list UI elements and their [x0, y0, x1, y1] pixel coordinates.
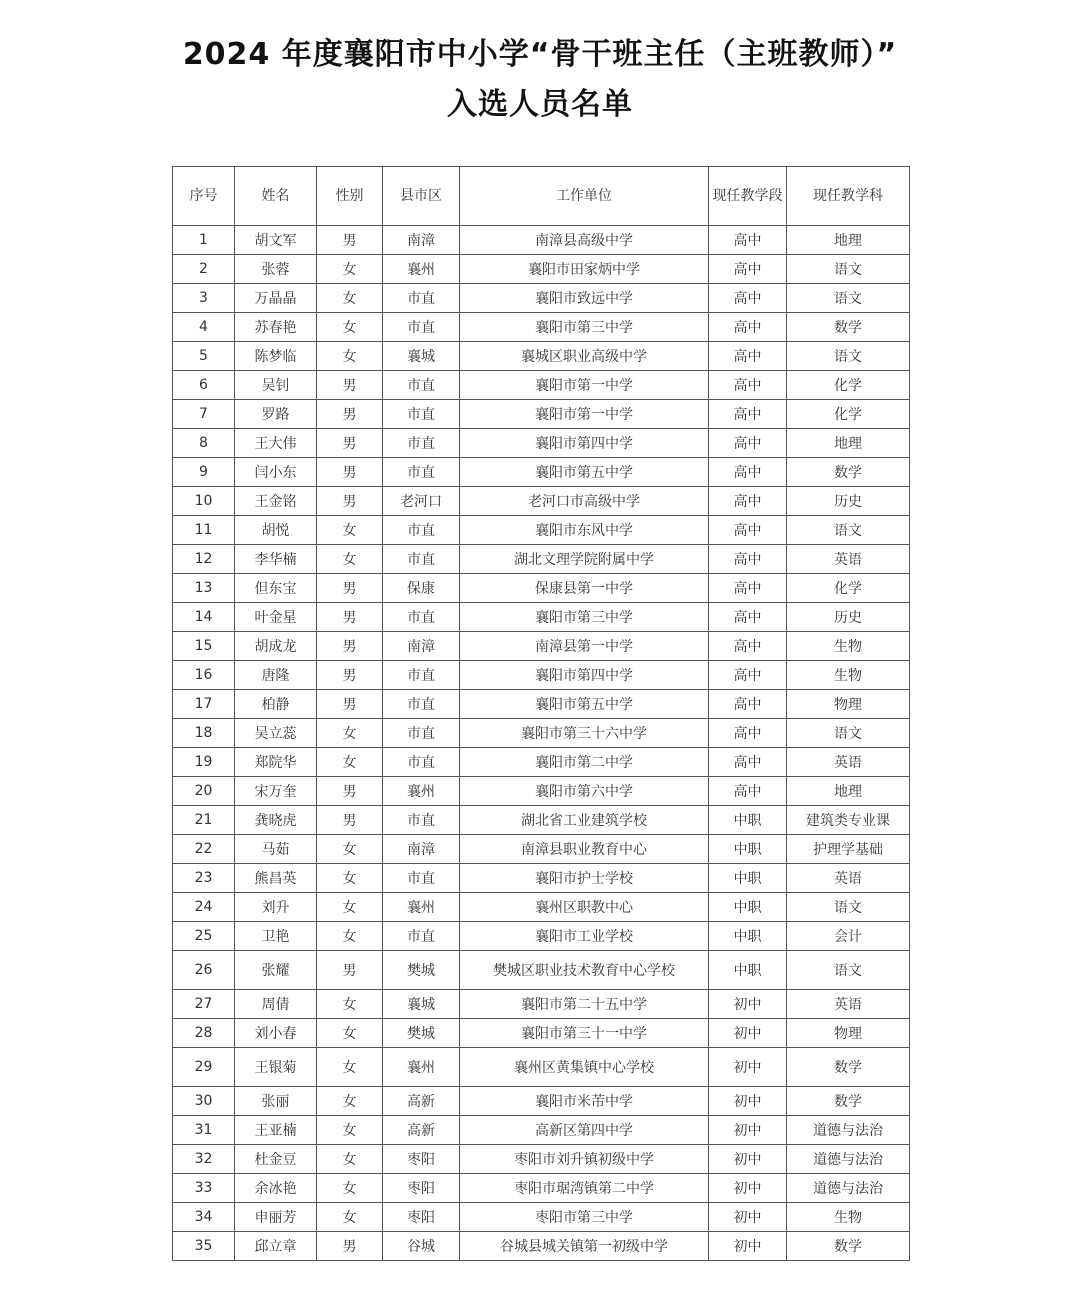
- table-body: [173, 226, 910, 1261]
- cell-no: 22: [173, 835, 235, 864]
- cell-sex: 女: [317, 835, 383, 864]
- cell-name: 张耀: [235, 951, 317, 990]
- cell-stage: 高中: [709, 777, 787, 806]
- cell-no: 27: [173, 990, 235, 1019]
- cell-name: 吴钊: [235, 371, 317, 400]
- cell-work-unit: 襄阳市第三中学: [460, 603, 709, 632]
- cell-name: 王金铭: [235, 487, 317, 516]
- cell-sex: 女: [317, 255, 383, 284]
- cell-name: 闫小东: [235, 458, 317, 487]
- cell-work-unit: 襄阳市第六中学: [460, 777, 709, 806]
- header-district: 县市区: [383, 167, 460, 226]
- table-row: [173, 661, 910, 690]
- cell-district: 市直: [383, 400, 460, 429]
- cell-district: 襄城: [383, 342, 460, 371]
- table-row: [173, 1048, 910, 1087]
- cell-sex: 男: [317, 690, 383, 719]
- cell-subject: 语文: [787, 719, 910, 748]
- cell-stage: 高中: [709, 371, 787, 400]
- table-row: [173, 284, 910, 313]
- cell-sex: 男: [317, 951, 383, 990]
- cell-subject: 会计: [787, 922, 910, 951]
- cell-work-unit: 襄阳市第四中学: [460, 661, 709, 690]
- cell-stage: 高中: [709, 400, 787, 429]
- cell-work-unit: 南漳县第一中学: [460, 632, 709, 661]
- cell-no: 35: [173, 1232, 235, 1261]
- cell-district: 老河口: [383, 487, 460, 516]
- cell-name: 吴立蕊: [235, 719, 317, 748]
- cell-no: 16: [173, 661, 235, 690]
- header-sex: 性别: [317, 167, 383, 226]
- cell-sex: 女: [317, 864, 383, 893]
- cell-no: 2: [173, 255, 235, 284]
- cell-name: 王银菊: [235, 1048, 317, 1087]
- cell-work-unit: 襄阳市第一中学: [460, 371, 709, 400]
- cell-no: 8: [173, 429, 235, 458]
- cell-stage: 初中: [709, 1203, 787, 1232]
- cell-name: 胡悦: [235, 516, 317, 545]
- cell-sex: 女: [317, 545, 383, 574]
- cell-name: 胡成龙: [235, 632, 317, 661]
- cell-district: 市直: [383, 516, 460, 545]
- cell-district: 襄城: [383, 990, 460, 1019]
- cell-sex: 女: [317, 719, 383, 748]
- table-header-row: [173, 167, 910, 226]
- cell-work-unit: 襄阳市第三十一中学: [460, 1019, 709, 1048]
- table-row: [173, 400, 910, 429]
- cell-sex: 男: [317, 661, 383, 690]
- cell-subject: 道德与法治: [787, 1116, 910, 1145]
- cell-subject: 地理: [787, 777, 910, 806]
- cell-subject: 化学: [787, 574, 910, 603]
- cell-no: 18: [173, 719, 235, 748]
- cell-subject: 化学: [787, 400, 910, 429]
- cell-work-unit: 襄阳市第二中学: [460, 748, 709, 777]
- cell-name: 柏静: [235, 690, 317, 719]
- cell-stage: 高中: [709, 313, 787, 342]
- cell-name: 申丽芳: [235, 1203, 317, 1232]
- header-no: 序号: [173, 167, 235, 226]
- cell-subject: 物理: [787, 690, 910, 719]
- cell-name: 王亚楠: [235, 1116, 317, 1145]
- table-row: [173, 1145, 910, 1174]
- cell-sex: 女: [317, 922, 383, 951]
- cell-work-unit: 襄阳市东风中学: [460, 516, 709, 545]
- cell-work-unit: 枣阳市琚湾镇第二中学: [460, 1174, 709, 1203]
- cell-stage: 高中: [709, 545, 787, 574]
- cell-subject: 英语: [787, 545, 910, 574]
- table-row: [173, 748, 910, 777]
- cell-district: 襄州: [383, 1048, 460, 1087]
- cell-no: 13: [173, 574, 235, 603]
- cell-name: 杜金豆: [235, 1145, 317, 1174]
- title-line-1: 2024 年度襄阳市中小学“骨干班主任（主班教师）”: [182, 37, 898, 72]
- cell-name: 刘升: [235, 893, 317, 922]
- table-row: [173, 806, 910, 835]
- cell-no: 12: [173, 545, 235, 574]
- table-row: [173, 255, 910, 284]
- cell-name: 张蓉: [235, 255, 317, 284]
- cell-stage: 初中: [709, 1174, 787, 1203]
- cell-no: 20: [173, 777, 235, 806]
- cell-stage: 高中: [709, 516, 787, 545]
- cell-sex: 女: [317, 516, 383, 545]
- cell-work-unit: 襄阳市第四中学: [460, 429, 709, 458]
- table-row: [173, 1203, 910, 1232]
- cell-sex: 男: [317, 429, 383, 458]
- cell-stage: 高中: [709, 574, 787, 603]
- cell-district: 市直: [383, 284, 460, 313]
- cell-no: 32: [173, 1145, 235, 1174]
- table-row: [173, 951, 910, 990]
- cell-sex: 男: [317, 458, 383, 487]
- cell-sex: 男: [317, 574, 383, 603]
- cell-stage: 高中: [709, 748, 787, 777]
- cell-work-unit: 襄阳市第三中学: [460, 313, 709, 342]
- cell-work-unit: 高新区第四中学: [460, 1116, 709, 1145]
- cell-sex: 男: [317, 603, 383, 632]
- cell-subject: 数学: [787, 1048, 910, 1087]
- cell-stage: 初中: [709, 990, 787, 1019]
- table-row: [173, 719, 910, 748]
- table-row: [173, 1087, 910, 1116]
- cell-work-unit: 襄阳市第三十六中学: [460, 719, 709, 748]
- cell-stage: 初中: [709, 1116, 787, 1145]
- cell-subject: 语文: [787, 284, 910, 313]
- cell-district: 枣阳: [383, 1145, 460, 1174]
- cell-work-unit: 襄阳市第五中学: [460, 690, 709, 719]
- table-row: [173, 990, 910, 1019]
- cell-no: 9: [173, 458, 235, 487]
- cell-district: 市直: [383, 545, 460, 574]
- cell-district: 市直: [383, 922, 460, 951]
- cell-work-unit: 湖北省工业建筑学校: [460, 806, 709, 835]
- table-row: [173, 1116, 910, 1145]
- cell-stage: 高中: [709, 632, 787, 661]
- cell-stage: 高中: [709, 661, 787, 690]
- cell-name: 李华楠: [235, 545, 317, 574]
- cell-work-unit: 襄阳市致远中学: [460, 284, 709, 313]
- table-row: [173, 429, 910, 458]
- table-row: [173, 516, 910, 545]
- cell-no: 6: [173, 371, 235, 400]
- cell-sex: 男: [317, 371, 383, 400]
- cell-work-unit: 襄阳市米芾中学: [460, 1087, 709, 1116]
- cell-stage: 中职: [709, 835, 787, 864]
- cell-no: 26: [173, 951, 235, 990]
- cell-name: 张丽: [235, 1087, 317, 1116]
- cell-work-unit: 湖北文理学院附属中学: [460, 545, 709, 574]
- header-stage: 现任教学段: [709, 167, 787, 226]
- table-row: [173, 777, 910, 806]
- cell-sex: 女: [317, 893, 383, 922]
- table-row: [173, 226, 910, 255]
- cell-stage: 高中: [709, 690, 787, 719]
- cell-subject: 数学: [787, 458, 910, 487]
- cell-subject: 数学: [787, 1087, 910, 1116]
- cell-no: 14: [173, 603, 235, 632]
- cell-name: 龚晓虎: [235, 806, 317, 835]
- cell-district: 高新: [383, 1087, 460, 1116]
- cell-sex: 男: [317, 777, 383, 806]
- cell-sex: 男: [317, 1232, 383, 1261]
- cell-stage: 初中: [709, 1048, 787, 1087]
- cell-sex: 男: [317, 400, 383, 429]
- cell-stage: 高中: [709, 226, 787, 255]
- cell-subject: 语文: [787, 342, 910, 371]
- cell-work-unit: 襄阳市第二十五中学: [460, 990, 709, 1019]
- cell-subject: 建筑类专业课: [787, 806, 910, 835]
- cell-district: 市直: [383, 806, 460, 835]
- cell-name: 但东宝: [235, 574, 317, 603]
- cell-subject: 地理: [787, 429, 910, 458]
- cell-district: 市直: [383, 603, 460, 632]
- table-row: [173, 574, 910, 603]
- cell-no: 5: [173, 342, 235, 371]
- cell-no: 15: [173, 632, 235, 661]
- cell-name: 叶金星: [235, 603, 317, 632]
- cell-stage: 高中: [709, 458, 787, 487]
- cell-stage: 高中: [709, 429, 787, 458]
- cell-sex: 女: [317, 1048, 383, 1087]
- cell-district: 市直: [383, 429, 460, 458]
- cell-sex: 女: [317, 1145, 383, 1174]
- cell-work-unit: 枣阳市刘升镇初级中学: [460, 1145, 709, 1174]
- cell-subject: 历史: [787, 487, 910, 516]
- cell-stage: 高中: [709, 719, 787, 748]
- cell-no: 23: [173, 864, 235, 893]
- header-name: 姓名: [235, 167, 317, 226]
- cell-work-unit: 南漳县高级中学: [460, 226, 709, 255]
- cell-district: 襄州: [383, 777, 460, 806]
- cell-name: 罗路: [235, 400, 317, 429]
- cell-subject: 道德与法治: [787, 1174, 910, 1203]
- cell-name: 唐隆: [235, 661, 317, 690]
- roster-table: [172, 166, 910, 1261]
- cell-work-unit: 襄阳市第一中学: [460, 400, 709, 429]
- table-row: [173, 545, 910, 574]
- cell-sex: 男: [317, 226, 383, 255]
- cell-district: 市直: [383, 719, 460, 748]
- cell-no: 29: [173, 1048, 235, 1087]
- cell-sex: 女: [317, 313, 383, 342]
- cell-subject: 化学: [787, 371, 910, 400]
- cell-subject: 数学: [787, 313, 910, 342]
- cell-work-unit: 襄阳市田家炳中学: [460, 255, 709, 284]
- cell-sex: 女: [317, 1019, 383, 1048]
- cell-stage: 中职: [709, 922, 787, 951]
- cell-name: 邱立章: [235, 1232, 317, 1261]
- cell-name: 马茹: [235, 835, 317, 864]
- cell-stage: 中职: [709, 951, 787, 990]
- cell-stage: 初中: [709, 1232, 787, 1261]
- table-row: [173, 603, 910, 632]
- cell-sex: 女: [317, 990, 383, 1019]
- cell-district: 南漳: [383, 226, 460, 255]
- cell-name: 陈梦临: [235, 342, 317, 371]
- cell-no: 10: [173, 487, 235, 516]
- table-row: [173, 371, 910, 400]
- table-row: [173, 864, 910, 893]
- cell-subject: 语文: [787, 893, 910, 922]
- cell-sex: 男: [317, 487, 383, 516]
- cell-name: 余冰艳: [235, 1174, 317, 1203]
- cell-stage: 初中: [709, 1145, 787, 1174]
- cell-district: 襄州: [383, 893, 460, 922]
- cell-district: 市直: [383, 313, 460, 342]
- cell-name: 王大伟: [235, 429, 317, 458]
- table-row: [173, 458, 910, 487]
- cell-name: 郑院华: [235, 748, 317, 777]
- cell-sex: 男: [317, 632, 383, 661]
- cell-subject: 道德与法治: [787, 1145, 910, 1174]
- cell-work-unit: 老河口市高级中学: [460, 487, 709, 516]
- cell-work-unit: 襄城区职业高级中学: [460, 342, 709, 371]
- cell-district: 市直: [383, 661, 460, 690]
- cell-work-unit: 襄阳市护士学校: [460, 864, 709, 893]
- cell-name: 熊昌英: [235, 864, 317, 893]
- cell-district: 市直: [383, 690, 460, 719]
- table-row: [173, 487, 910, 516]
- document-title: [0, 30, 1080, 130]
- cell-sex: 女: [317, 1203, 383, 1232]
- cell-sex: 女: [317, 748, 383, 777]
- table-row: [173, 1019, 910, 1048]
- cell-no: 25: [173, 922, 235, 951]
- cell-no: 28: [173, 1019, 235, 1048]
- cell-district: 市直: [383, 864, 460, 893]
- table-row: [173, 1232, 910, 1261]
- cell-no: 7: [173, 400, 235, 429]
- cell-district: 南漳: [383, 835, 460, 864]
- cell-subject: 语文: [787, 951, 910, 990]
- cell-sex: 女: [317, 284, 383, 313]
- cell-district: 市直: [383, 458, 460, 487]
- cell-name: 苏春艳: [235, 313, 317, 342]
- cell-sex: 女: [317, 1174, 383, 1203]
- table-row: [173, 893, 910, 922]
- cell-no: 17: [173, 690, 235, 719]
- table-row: [173, 313, 910, 342]
- cell-stage: 高中: [709, 342, 787, 371]
- cell-no: 30: [173, 1087, 235, 1116]
- cell-district: 市直: [383, 748, 460, 777]
- cell-name: 卫艳: [235, 922, 317, 951]
- cell-stage: 中职: [709, 864, 787, 893]
- table-row: [173, 632, 910, 661]
- table-row: [173, 1174, 910, 1203]
- cell-no: 1: [173, 226, 235, 255]
- cell-stage: 高中: [709, 603, 787, 632]
- cell-stage: 初中: [709, 1087, 787, 1116]
- cell-sex: 男: [317, 806, 383, 835]
- cell-work-unit: 襄州区职教中心: [460, 893, 709, 922]
- cell-work-unit: 襄阳市工业学校: [460, 922, 709, 951]
- cell-stage: 高中: [709, 487, 787, 516]
- cell-no: 31: [173, 1116, 235, 1145]
- cell-no: 3: [173, 284, 235, 313]
- cell-subject: 英语: [787, 864, 910, 893]
- cell-district: 樊城: [383, 1019, 460, 1048]
- cell-subject: 历史: [787, 603, 910, 632]
- cell-name: 宋万奎: [235, 777, 317, 806]
- cell-subject: 语文: [787, 516, 910, 545]
- cell-name: 万晶晶: [235, 284, 317, 313]
- cell-district: 襄州: [383, 255, 460, 284]
- cell-subject: 地理: [787, 226, 910, 255]
- header-work-unit: 工作单位: [460, 167, 709, 226]
- cell-no: 33: [173, 1174, 235, 1203]
- cell-no: 19: [173, 748, 235, 777]
- cell-name: 胡文军: [235, 226, 317, 255]
- cell-district: 高新: [383, 1116, 460, 1145]
- cell-work-unit: 南漳县职业教育中心: [460, 835, 709, 864]
- cell-district: 樊城: [383, 951, 460, 990]
- cell-work-unit: 保康县第一中学: [460, 574, 709, 603]
- cell-work-unit: 樊城区职业技术教育中心学校: [460, 951, 709, 990]
- cell-subject: 生物: [787, 661, 910, 690]
- cell-sex: 女: [317, 342, 383, 371]
- cell-work-unit: 枣阳市第三中学: [460, 1203, 709, 1232]
- table-row: [173, 690, 910, 719]
- cell-sex: 女: [317, 1087, 383, 1116]
- cell-stage: 中职: [709, 893, 787, 922]
- cell-district: 枣阳: [383, 1174, 460, 1203]
- cell-work-unit: 襄阳市第五中学: [460, 458, 709, 487]
- cell-name: 刘小春: [235, 1019, 317, 1048]
- table-row: [173, 342, 910, 371]
- cell-subject: 生物: [787, 632, 910, 661]
- cell-stage: 高中: [709, 284, 787, 313]
- cell-sex: 女: [317, 1116, 383, 1145]
- cell-work-unit: 谷城县城关镇第一初级中学: [460, 1232, 709, 1261]
- cell-district: 市直: [383, 371, 460, 400]
- cell-no: 24: [173, 893, 235, 922]
- cell-name: 周倩: [235, 990, 317, 1019]
- cell-stage: 初中: [709, 1019, 787, 1048]
- cell-subject: 物理: [787, 1019, 910, 1048]
- table-row: [173, 835, 910, 864]
- cell-work-unit: 襄州区黄集镇中心学校: [460, 1048, 709, 1087]
- cell-subject: 英语: [787, 990, 910, 1019]
- header-subject: 现任教学科: [787, 167, 910, 226]
- cell-district: 保康: [383, 574, 460, 603]
- cell-no: 11: [173, 516, 235, 545]
- cell-district: 枣阳: [383, 1203, 460, 1232]
- cell-subject: 生物: [787, 1203, 910, 1232]
- cell-stage: 高中: [709, 255, 787, 284]
- cell-subject: 英语: [787, 748, 910, 777]
- cell-stage: 中职: [709, 806, 787, 835]
- cell-subject: 数学: [787, 1232, 910, 1261]
- cell-subject: 护理学基础: [787, 835, 910, 864]
- cell-subject: 语文: [787, 255, 910, 284]
- cell-no: 34: [173, 1203, 235, 1232]
- cell-district: 谷城: [383, 1232, 460, 1261]
- cell-no: 4: [173, 313, 235, 342]
- title-line-2: 入选人员名单: [447, 87, 633, 122]
- cell-district: 南漳: [383, 632, 460, 661]
- cell-no: 21: [173, 806, 235, 835]
- table-row: [173, 922, 910, 951]
